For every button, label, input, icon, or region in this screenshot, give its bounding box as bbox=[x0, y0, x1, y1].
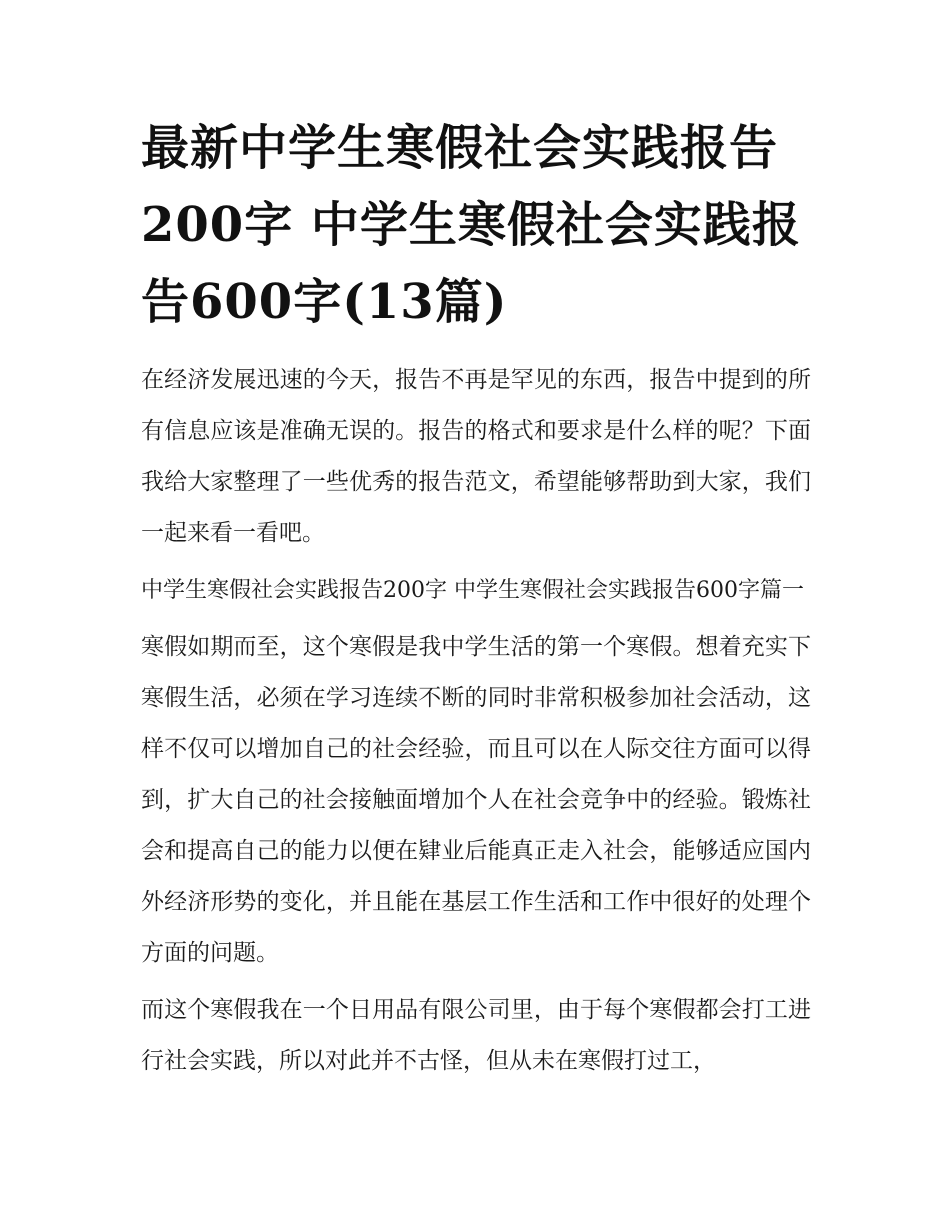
document-title: 最新中学生寒假社会实践报告200字 中学生寒假社会实践报告600字(13篇) bbox=[141, 120, 801, 330]
body-paragraph-1: 寒假如期而至，这个寒假是我中学生活的第一个寒假。想着充实下寒假生活，必须在学习连续不断的同时非常积极参加社会活动，这样不仅可以增加自己的社会经验，而且可以在人际交往方面可以得到，扩大自己的社会接触面增加个人在社会竞争中的经验。锻炼社会和提高自己的能力以便在肄业后能真正走入社会，能够适应国内外经济形势的变化，并且能在基层工作生活和工作中很好的处理个方面的问题。 bbox=[141, 634, 811, 966]
intro-paragraph: 在经济发展迅速的今天，报告不再是罕见的东西，报告中提到的所有信息应该是准确无误的。报告的格式和要求是什么样的呢？下面我给大家整理了一些优秀的报告范文，希望能够帮助到大家，我们一起来看一看吧。 bbox=[141, 367, 811, 546]
body-paragraph-2: 而这个寒假我在一个日用品有限公司里，由于每个寒假都会打工进行社会实践，所以对此并不古怪，但从未在寒假打过工， bbox=[141, 997, 811, 1074]
section-heading: 中学生寒假社会实践报告200字 中学生寒假社会实践报告600字篇一 bbox=[141, 578, 804, 603]
document-page bbox=[141, 110, 811, 1087]
